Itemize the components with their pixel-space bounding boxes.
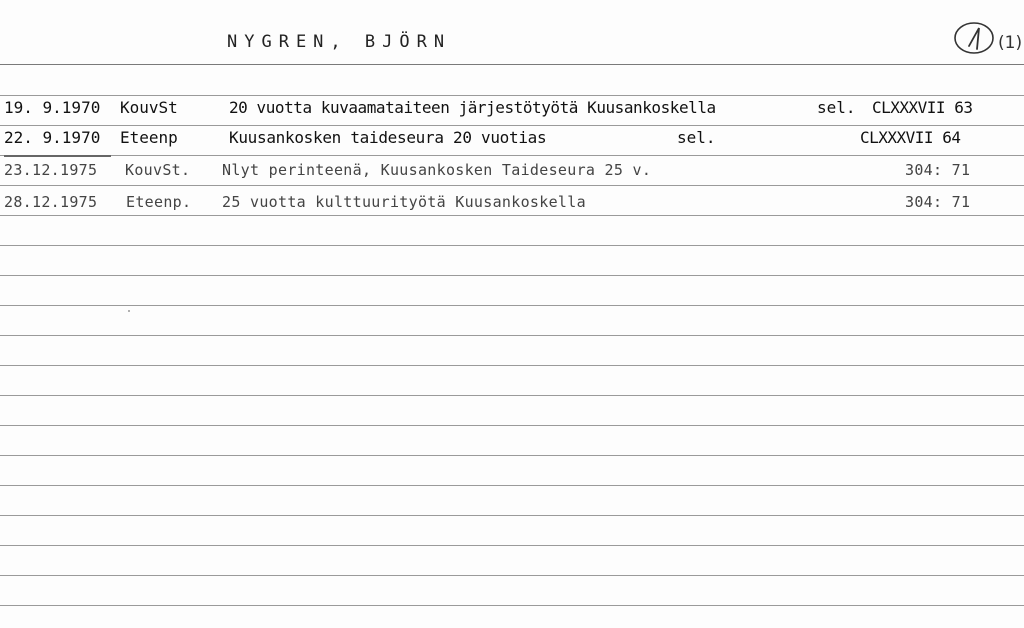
rule-line <box>0 515 1024 516</box>
entry-ref: CLXXXVII 64 <box>860 128 961 147</box>
corner-mark-label: (1) <box>998 33 1023 53</box>
entry-source: KouvSt <box>120 98 178 117</box>
paper-speck <box>128 310 130 312</box>
handwritten-number-mark <box>952 18 1024 62</box>
rule-line <box>0 305 1024 306</box>
rule-line <box>0 335 1024 336</box>
entry-row <box>0 126 1024 150</box>
rule-line <box>0 64 1024 65</box>
entry-date: 22. 9.1970 <box>4 128 101 147</box>
entry-title: 20 vuotta kuvaamataiteen järjestötyötä Kuusankoskella <box>229 98 716 117</box>
entry-note: sel. <box>817 98 856 117</box>
card-header-name: NYGREN, BJÖRN <box>227 32 452 52</box>
rule-line <box>0 395 1024 396</box>
rule-line <box>0 215 1024 216</box>
rule-line <box>0 485 1024 486</box>
entry-ref: CLXXXVII 63 <box>872 98 973 117</box>
entry-source: KouvSt. <box>125 161 191 179</box>
rule-line <box>0 605 1024 606</box>
entry-date: 28.12.1975 <box>4 193 98 211</box>
entry-row <box>0 96 1024 120</box>
rule-line <box>0 365 1024 366</box>
entry-title: 25 vuotta kulttuurityötä Kuusankoskella <box>222 193 586 211</box>
entry-date: 23.12.1975 <box>4 161 98 179</box>
entry-ref: 304: 71 <box>905 193 971 211</box>
rule-line <box>0 185 1024 186</box>
hand-underline <box>4 155 111 157</box>
entry-source: Eteenp <box>120 128 178 147</box>
entry-note: sel. <box>677 128 716 147</box>
entry-source: Eteenp. <box>126 193 192 211</box>
entry-ref: 304: 71 <box>905 161 971 179</box>
rule-line <box>0 455 1024 456</box>
entry-row <box>0 158 1024 182</box>
rule-line <box>0 275 1024 276</box>
entry-row <box>0 190 1024 214</box>
rule-line <box>0 425 1024 426</box>
rule-line <box>0 545 1024 546</box>
rule-line <box>0 155 1024 156</box>
rule-line <box>0 575 1024 576</box>
entry-title: Kuusankosken taideseura 20 vuotias <box>229 128 547 147</box>
rule-line <box>0 245 1024 246</box>
entry-date: 19. 9.1970 <box>4 98 101 117</box>
entry-title: Nlyt perinteenä, Kuusankosken Taideseura 25 v. <box>222 161 652 179</box>
